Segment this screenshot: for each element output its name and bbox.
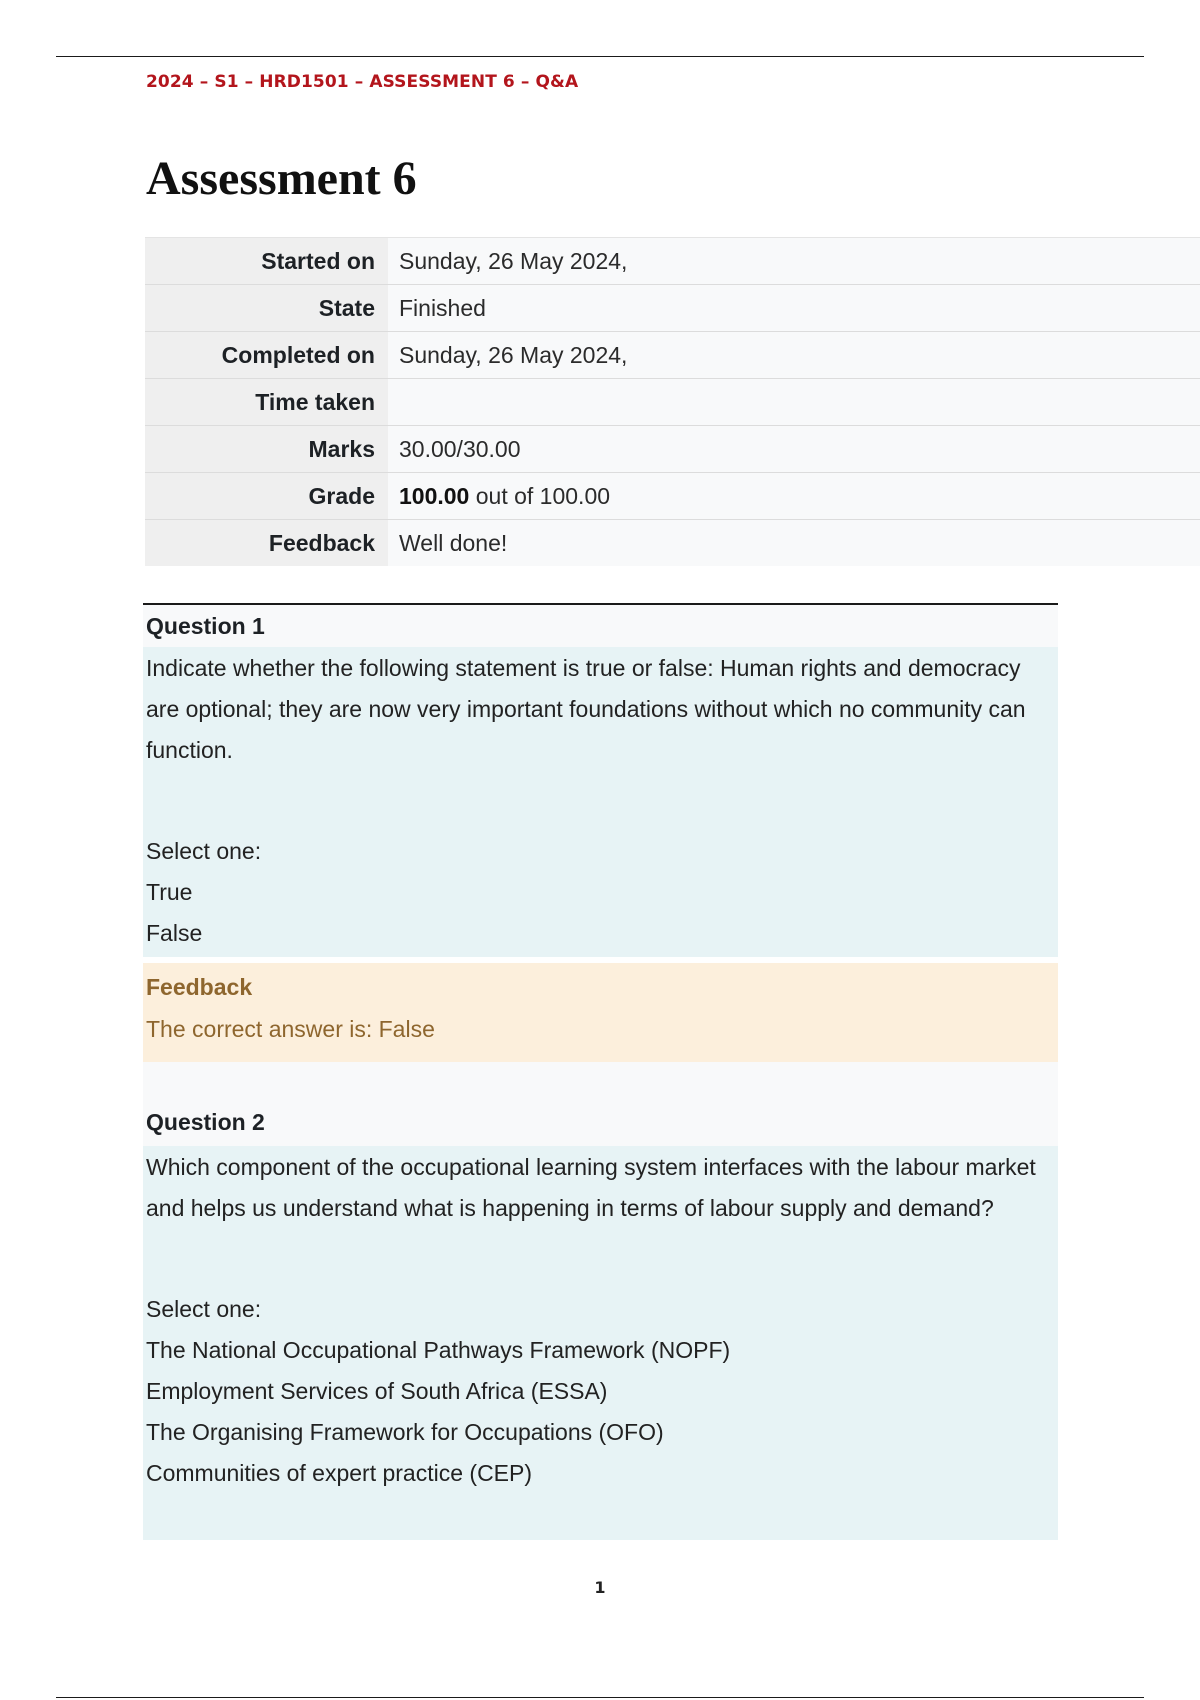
summary-row-feedback: [145, 520, 1200, 567]
question-2-content: [143, 1146, 1058, 1540]
question-2-number: Question 2: [143, 1098, 1058, 1146]
document-header: 2024 – S1 – HRD1501 – ASSESSMENT 6 – Q&A: [146, 72, 579, 92]
summary-label: Feedback: [145, 520, 388, 567]
answer-option[interactable]: False: [146, 920, 203, 946]
grade-out-of: out of 100.00: [469, 482, 611, 509]
answer-option[interactable]: Communities of expert practice (CEP): [146, 1460, 533, 1486]
grade-score: 100.00: [399, 482, 470, 509]
page-number: 1: [594, 1578, 606, 1597]
answer-option[interactable]: The National Occupational Pathways Framework (NOPF): [146, 1337, 731, 1363]
feedback-text: The correct answer is: False: [146, 1016, 435, 1042]
answer-option[interactable]: Employment Services of South Africa (ESSA): [146, 1378, 608, 1404]
summary-label: State: [145, 285, 388, 332]
page-title: Assessment 6: [146, 152, 417, 205]
top-rule: [56, 56, 1144, 57]
question-2-text: Which component of the occupational learning system interfaces with the labour market and helps us understand what is happening in terms of labour supply and demand?: [146, 1154, 1036, 1221]
summary-value: Well done!: [388, 520, 1200, 567]
answer-option[interactable]: The Organising Framework for Occupations (OFO): [146, 1419, 664, 1445]
bottom-rule: [56, 1697, 1144, 1698]
summary-value: Sunday, 26 May 2024,: [388, 238, 1200, 285]
summary-row-completed: [145, 332, 1200, 379]
summary-value: 30.00/30.00: [388, 426, 1200, 473]
summary-label: Completed on: [145, 332, 388, 379]
summary-row-time-taken: [145, 379, 1200, 426]
summary-label: Time taken: [145, 379, 388, 426]
summary-row-started: [145, 238, 1200, 285]
question-1-number: Question 1: [143, 605, 1058, 647]
summary-row-grade: [145, 473, 1200, 520]
summary-label: Started on: [145, 238, 388, 285]
question-2-options: [146, 1330, 1038, 1494]
summary-value: Sunday, 26 May 2024,: [388, 332, 1200, 379]
summary-value: Finished: [388, 285, 1200, 332]
summary-label: Marks: [145, 426, 388, 473]
summary-row-marks: [145, 426, 1200, 473]
select-one-label: Select one:: [146, 838, 262, 864]
summary-row-state: [145, 285, 1200, 332]
question-1-feedback: [143, 963, 1058, 1062]
summary-label: Grade: [145, 473, 388, 520]
summary-value: [388, 379, 1200, 426]
question-1-options: [146, 872, 1038, 954]
select-one-label: Select one:: [146, 1296, 262, 1322]
question-1-content: [143, 647, 1058, 957]
feedback-heading: Feedback: [146, 974, 253, 1000]
attempt-summary-table: [145, 237, 1200, 566]
answer-option[interactable]: True: [146, 879, 193, 905]
question-1-text: Indicate whether the following statement is true or false: Human rights and democracy are optional; they are now very important foundations without which no community can function.: [146, 655, 1026, 763]
summary-value: [388, 473, 1200, 520]
